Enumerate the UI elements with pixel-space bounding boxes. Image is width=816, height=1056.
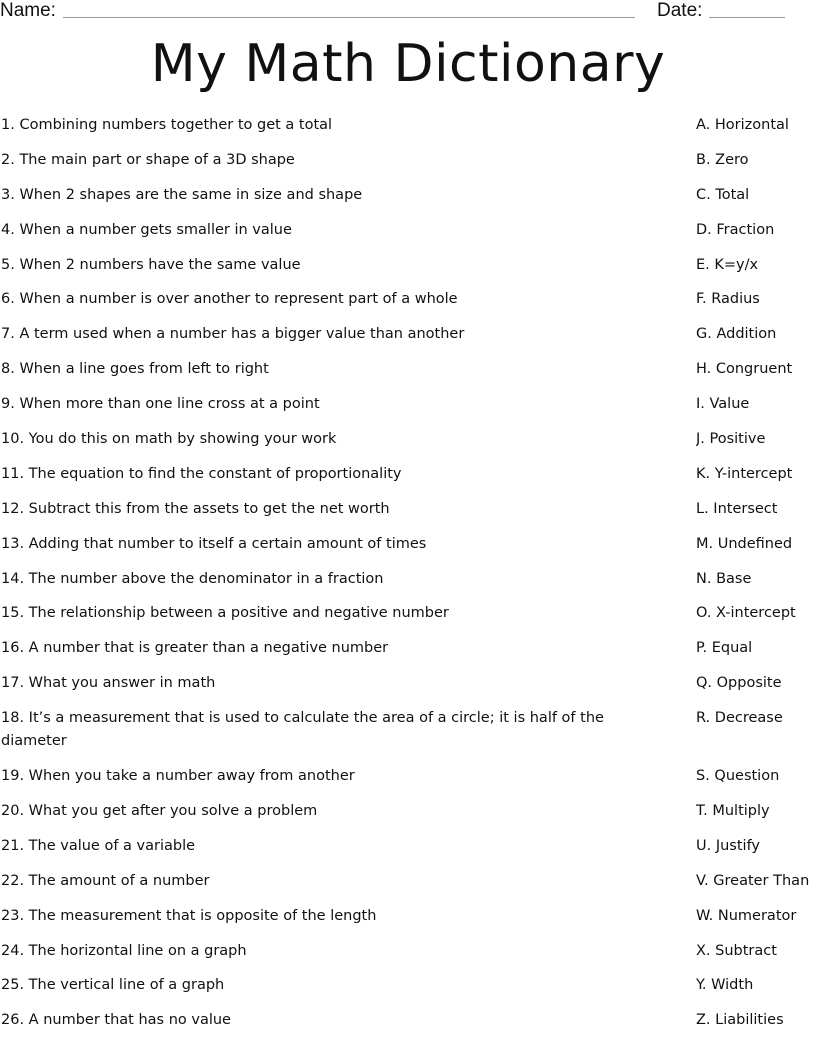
list-item (0, 323, 816, 358)
list-item (0, 870, 816, 905)
clue-text: 4. When a number gets smaller in value (1, 221, 292, 238)
clue-text: 7. A term used when a number has a bigger value than another (1, 326, 465, 343)
name-label: Name: (0, 0, 56, 21)
list-item (0, 974, 816, 1009)
clue-text: 19. When you take a number away from another (1, 768, 355, 785)
matching-list (0, 114, 816, 1044)
clue-text: 20. What you get after you solve a problem (1, 803, 318, 820)
answer-option: R. Decrease (696, 710, 783, 727)
answer-option: I. Value (696, 396, 750, 413)
date-label: Date: (657, 0, 703, 21)
list-item (0, 254, 816, 289)
clue-text: 24. The horizontal line on a graph (1, 942, 247, 959)
clue-text: 13. Adding that number to itself a certain amount of times (1, 535, 427, 552)
page-title: My Math Dictionary (150, 34, 666, 94)
clue-text: 17. What you answer in math (1, 675, 216, 692)
answer-option: U. Justify (696, 837, 760, 854)
clue-text: 21. The value of a variable (1, 837, 196, 854)
list-item (0, 149, 816, 184)
answer-option: M. Undefined (696, 535, 793, 552)
answer-option: B. Zero (696, 151, 749, 168)
list-item (0, 184, 816, 219)
answer-option: W. Numerator (696, 907, 797, 924)
clue-text: 12. Subtract this from the assets to get the net worth (1, 500, 390, 517)
answer-option: A. Horizontal (696, 117, 789, 133)
answer-option: P. Equal (696, 640, 753, 657)
clue-text: 11. The equation to find the constant of proportionality (1, 465, 402, 482)
answer-option: O. X-intercept (696, 605, 796, 622)
clue-text: 23. The measurement that is opposite of the length (1, 907, 377, 924)
answer-option: Q. Opposite (696, 675, 782, 692)
answer-option: F. Radius (696, 291, 760, 308)
date-blank-line (709, 17, 785, 18)
answer-option: Y. Width (696, 977, 754, 994)
clue-text: 5. When 2 numbers have the same value (1, 256, 301, 273)
list-item (0, 498, 816, 533)
clue-text: 3. When 2 shapes are the same in size and shape (1, 186, 363, 203)
list-item (0, 288, 816, 323)
answer-option: G. Addition (696, 326, 777, 343)
clue-text: 18. It’s a measurement that is used to calculate the area of a circle; it is half of the diameter (1, 710, 604, 750)
answer-option: X. Subtract (696, 942, 777, 959)
answer-option: K. Y-intercept (696, 465, 793, 482)
answer-option: H. Congruent (696, 361, 793, 378)
list-item (0, 602, 816, 637)
list-item (0, 533, 816, 568)
list-item (0, 393, 816, 428)
answer-option: T. Multiply (696, 803, 770, 820)
clue-text: 16. A number that is greater than a negative number (1, 640, 389, 657)
list-item (0, 940, 816, 975)
list-item (0, 114, 816, 149)
clue-text: 25. The vertical line of a graph (1, 977, 225, 994)
list-item (0, 358, 816, 393)
clue-text: 22. The amount of a number (1, 872, 210, 889)
list-item (0, 637, 816, 672)
list-item (0, 568, 816, 603)
answer-option: Z. Liabilities (696, 1012, 784, 1029)
list-item (0, 219, 816, 254)
list-item (0, 428, 816, 463)
clue-text: 6. When a number is over another to represent part of a whole (1, 291, 458, 308)
answer-option: D. Fraction (696, 221, 775, 238)
list-item (0, 800, 816, 835)
list-item (0, 835, 816, 870)
list-item (0, 905, 816, 940)
list-item (0, 1009, 816, 1044)
clue-text: 2. The main part or shape of a 3D shape (1, 151, 295, 168)
answer-option: V. Greater Than (696, 872, 810, 889)
name-blank-line (63, 17, 635, 18)
list-item (0, 463, 816, 498)
clue-text: 9. When more than one line cross at a point (1, 396, 320, 413)
answer-option: J. Positive (696, 431, 766, 448)
clue-text: 26. A number that has no value (1, 1012, 231, 1029)
clue-text: 15. The relationship between a positive and negative number (1, 605, 449, 622)
clue-text: 8. When a line goes from left to right (1, 361, 269, 378)
list-item (0, 765, 816, 800)
answer-option: L. Intersect (696, 500, 778, 517)
clue-text: 1. Combining numbers together to get a total (1, 117, 333, 133)
clue-text: 14. The number above the denominator in a fraction (1, 570, 384, 587)
list-item (0, 672, 816, 707)
answer-option: C. Total (696, 186, 750, 203)
clue-text: 10. You do this on math by showing your work (1, 431, 337, 448)
answer-option: S. Question (696, 768, 780, 785)
answer-option: N. Base (696, 570, 752, 587)
worksheet-header (0, 0, 816, 24)
answer-option: E. K=y/x (696, 256, 759, 273)
list-item (0, 707, 816, 765)
